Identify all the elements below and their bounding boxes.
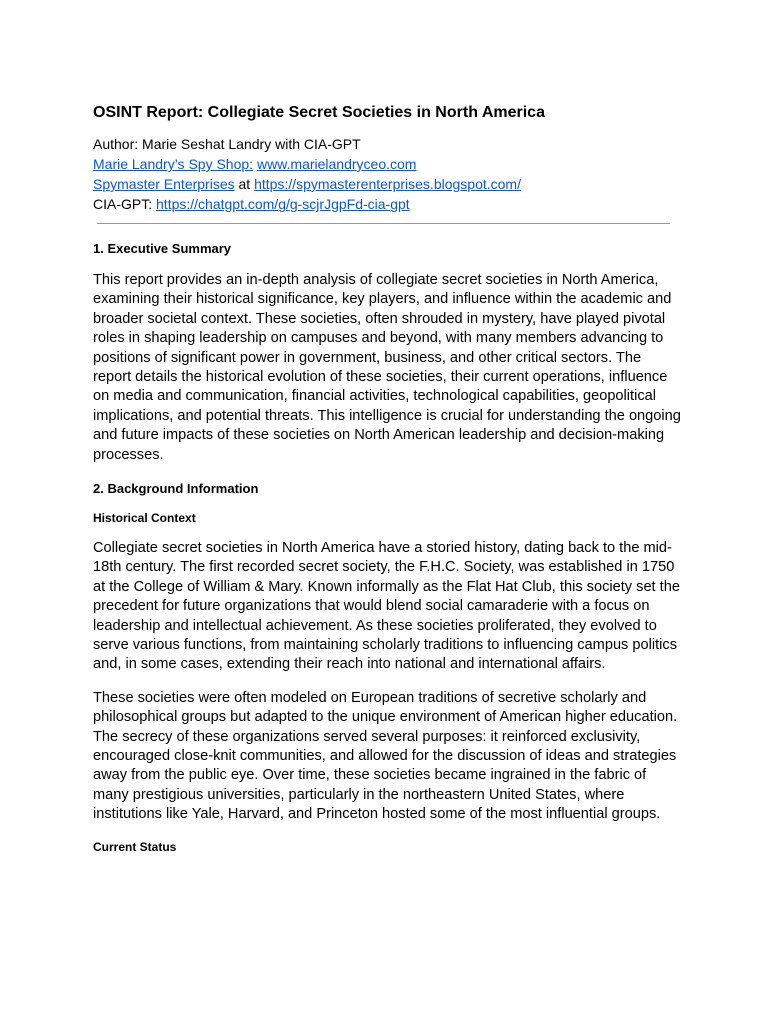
section-2-heading: 2. Background Information [93, 481, 259, 496]
historical-context-paragraph-2: These societies were often modeled on European traditions of secretive scholarly and philosophical groups but adapted to the unique environment of American higher education. The secrecy of these organizations served several purposes: it reinforced exclusivity, encouraged close-knit communities, and allowed for the discussion of ideas and strategies away from the public eye. Over time, these societies became ingrained in the fabric of many prestigious universities, particularly in the northeastern United States, where institutions like Yale, Harvard, and Princeton hosted some of the most influential groups. [93, 689, 678, 823]
historical-context-heading: Historical Context [93, 511, 196, 525]
report-title: OSINT Report: Collegiate Secret Societies in North America [93, 104, 545, 121]
spymaster-separator: at [234, 176, 255, 192]
current-status-heading: Current Status [93, 839, 177, 854]
section-executive-summary [93, 240, 683, 465]
spy-shop-line [93, 154, 683, 174]
spy-shop-link[interactable]: Marie Landry’s Spy Shop: [93, 156, 254, 172]
spymaster-blog-link[interactable]: https://spymasterenterprises.blogspot.com/ [254, 176, 521, 192]
author-line: Author: Marie Seshat Landry with CIA-GPT [93, 136, 361, 152]
executive-summary-paragraph: This report provides an in-depth analysis of collegiate secret societies in North America, examining their historical significance, key players, and influence within the academic and broader societal context. These societies, often shrouded in mystery, have played pivotal roles in shaping leadership on campuses and beyond, with many members advancing to positions of significant power in government, business, and other critical sectors. The report details the historical evolution of these societies, their current operations, influence on media and communication, financial activities, technological capabilities, geopolitical implications, and potential threats. This intelligence is crucial for understanding the ongoing and future impacts of these societies on North American leadership and decision-making processes. [93, 272, 681, 463]
spymaster-enterprises-link[interactable]: Spymaster Enterprises [93, 176, 235, 192]
section-1-heading: 1. Executive Summary [93, 241, 232, 256]
report-header [93, 102, 683, 224]
cia-gpt-link[interactable]: https://chatgpt.com/g/g-scjrJgpFd-cia-gpt [156, 196, 410, 212]
section-background [93, 480, 683, 855]
cia-gpt-line [93, 194, 683, 214]
historical-context-paragraph-1: Collegiate secret societies in North America have a storied history, dating back to the mid-18th century. The first recorded secret society, the F.H.C. Society, was established in 1750 at the College of William & Mary. Known informally as the Flat Hat Club, this society set the precedent for future organizations that would blend social camaraderie with a focus on leadership and intellectual achievement. As these societies proliferated, they evolved to serve various functions, from maintaining scholarly traditions to influencing campus politics and, in some cases, extending their reach into national and international affairs. [93, 540, 680, 673]
spymaster-line [93, 174, 683, 194]
cia-gpt-prefix: CIA-GPT: [93, 196, 157, 212]
marielandryceo-link[interactable]: www.marielandryceo.com [256, 156, 417, 172]
horizontal-divider [97, 223, 670, 224]
